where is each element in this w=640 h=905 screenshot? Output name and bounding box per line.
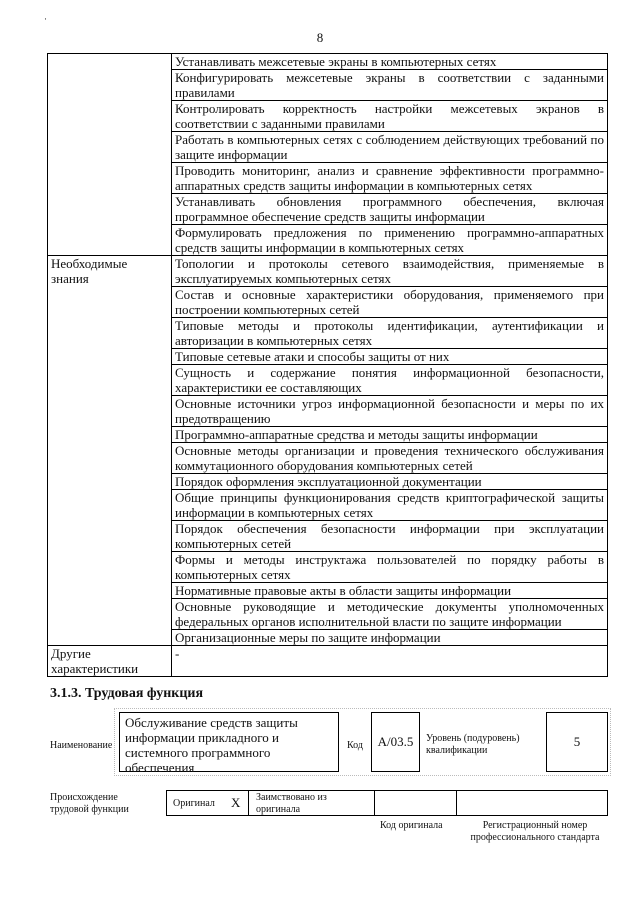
requirement-cell: Контролировать корректность настройки межсетевых экранов в соответствии с заданными правилами: [172, 101, 608, 132]
function-frame: [114, 708, 611, 776]
requirement-cell: Основные руководящие и методические документы уполномоченных федеральных органов исполнительной власти по защите информации: [172, 599, 608, 630]
category-cell: [48, 54, 172, 70]
table-row: [48, 101, 608, 132]
table-row: [48, 256, 608, 287]
margin-mark: ·: [44, 14, 47, 24]
requirement-cell: Типовые сетевые атаки и способы защиты от них: [172, 349, 608, 365]
origin-label: Происхождение трудовой функции: [50, 792, 129, 815]
category-cell: [48, 101, 172, 132]
table-row: [48, 54, 608, 70]
table-row: [48, 396, 608, 427]
requirement-cell: Основные источники угроз информационной безопасности и меры по их предотвращению: [172, 396, 608, 427]
origin-divider-2: [374, 790, 375, 816]
category-cell: [48, 194, 172, 225]
table-row: [48, 552, 608, 583]
requirement-cell: Общие принципы функционирования средств криптографической защиты информации в компьютерных сетях: [172, 490, 608, 521]
requirements-table: [47, 53, 608, 677]
table-row: [48, 132, 608, 163]
category-cell: [48, 163, 172, 194]
table-row: [48, 225, 608, 256]
table-row: [48, 427, 608, 443]
table-row: [48, 646, 608, 677]
table-row: [48, 630, 608, 646]
requirement-cell: Сущность и содержание понятия информационной безопасности, характеристики ее составляющих: [172, 365, 608, 396]
level-value: 5: [573, 734, 581, 749]
requirement-cell: Основные методы организации и проведения технического обслуживания коммутационного оборудования компьютерных сетей: [172, 443, 608, 474]
requirement-cell: Программно-аппаратные средства и методы защиты информации: [172, 427, 608, 443]
category-cell: [48, 396, 172, 427]
requirement-cell: Устанавливать обновления программного обеспечения, включая программное обеспечение средств защиты информации: [172, 194, 608, 225]
requirement-cell: Типовые методы и протоколы идентификации, аутентификации и авторизации в компьютерных сетях: [172, 318, 608, 349]
category-cell: [48, 583, 172, 599]
requirement-cell: Порядок обеспечения безопасности информации при эксплуатации компьютерных сетей: [172, 521, 608, 552]
category-cell: [48, 365, 172, 396]
original-label: Оригинал: [173, 798, 215, 809]
code-label: Код: [347, 740, 363, 751]
table-row: [48, 70, 608, 101]
category-cell: [48, 318, 172, 349]
requirement-cell: Формы и методы инструктажа пользователей по порядку работы в компьютерных сетях: [172, 552, 608, 583]
name-label: Наименование: [50, 740, 113, 751]
reg-number-caption: Регистрационный номер профессионального стандарта: [470, 820, 600, 843]
category-cell: [48, 427, 172, 443]
function-name: Обслуживание средств защиты информации прикладного и системного программного обеспечения: [125, 715, 298, 775]
table-row: [48, 349, 608, 365]
code-value: A/03.5: [377, 734, 414, 749]
table-row: [48, 318, 608, 349]
requirement-cell: Организационные меры по защите информации: [172, 630, 608, 646]
category-cell: [48, 70, 172, 101]
table-row: [48, 521, 608, 552]
category-cell: [48, 599, 172, 630]
table-row: [48, 474, 608, 490]
table-row: [48, 490, 608, 521]
category-cell: [48, 490, 172, 521]
table-row: [48, 583, 608, 599]
requirement-cell: Топологии и протоколы сетевого взаимодействия, применяемые в эксплуатируемых компьютерных сетях: [172, 256, 608, 287]
category-cell: [48, 443, 172, 474]
page-number: 8: [316, 30, 324, 45]
requirement-cell: Конфигурировать межсетевые экраны в соответствии с заданными правилами: [172, 70, 608, 101]
original-mark: X: [231, 795, 241, 810]
table-row: [48, 287, 608, 318]
category-cell: [48, 630, 172, 646]
requirement-cell: Проводить мониторинг, анализ и сравнение эффективности программно-аппаратных средств защиты информации в компьютерных сетях: [172, 163, 608, 194]
category-cell: [48, 552, 172, 583]
requirement-cell: Нормативные правовые акты в области защиты информации: [172, 583, 608, 599]
table-row: [48, 194, 608, 225]
requirement-cell: Работать в компьютерных сетях с соблюдением действующих требований по защите информации: [172, 132, 608, 163]
table-row: [48, 365, 608, 396]
category-cell: [48, 474, 172, 490]
origin-divider-1: [248, 790, 249, 816]
category-cell: [48, 349, 172, 365]
category-cell: [48, 132, 172, 163]
table-row: [48, 163, 608, 194]
category-cell: [48, 287, 172, 318]
category-cell: [48, 225, 172, 256]
category-cell: [48, 521, 172, 552]
code-original-caption: Код оригинала: [380, 820, 443, 831]
requirement-cell: -: [172, 646, 608, 677]
table-row: [48, 443, 608, 474]
table-row: [48, 599, 608, 630]
requirement-cell: Устанавливать межсетевые экраны в компьютерных сетях: [172, 54, 608, 70]
requirement-cell: Состав и основные характеристики оборудования, применяемого при построении компьютерных сетей: [172, 287, 608, 318]
requirement-cell: Формулировать предложения по применению программно-аппаратных средств защиты информации в компьютерных сетях: [172, 225, 608, 256]
borrowed-label: Заимствовано из оригинала: [256, 792, 327, 815]
origin-divider-3: [456, 790, 457, 816]
category-cell: Другие характеристики: [48, 646, 172, 677]
level-label: Уровень (подуровень) квалификации: [426, 733, 520, 756]
section-title: 3.1.3. Трудовая функция: [50, 686, 204, 701]
category-cell: Необходимые знания: [48, 256, 172, 287]
requirement-cell: Порядок оформления эксплуатационной документации: [172, 474, 608, 490]
